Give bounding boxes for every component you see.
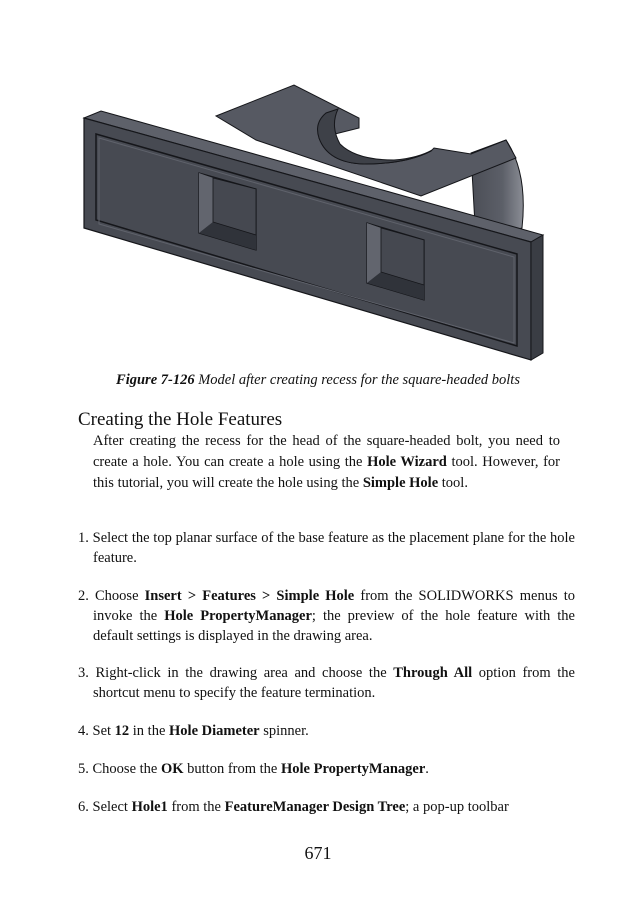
figure-caption-text: Model after creating recess for the square-headed bolts	[194, 372, 520, 388]
step-2: 2. Choose Insert > Features > Simple Hole from the SOLIDWORKS menus to invoke the Hole PropertyManager; the preview of the hole feature with the default settings is displayed in the drawing area.	[78, 588, 575, 644]
intro-paragraph: After creating the recess for the head of the square-headed bolt, you need to create a hole. You can create a hole using the Hole Wizard tool. However, for this tutorial, you will create the hole using the Simple Hole tool.	[93, 433, 561, 491]
figure-caption	[0, 372, 636, 389]
step-3: 3. Right-click in the drawing area and choose the Through All option from the shortcut menu to specify the feature termination.	[78, 665, 575, 701]
step-1: 1. Select the top planar surface of the base feature as the placement plane for the hole feature.	[78, 530, 575, 566]
model-figure	[76, 78, 556, 368]
section-title: Creating the Hole Features	[78, 409, 283, 430]
step-5: 5. Choose the OK button from the Hole PropertyManager.	[78, 761, 429, 777]
step-6: 6. Select Hole1 from the FeatureManager Design Tree; a pop-up toolbar	[78, 799, 509, 815]
step-4: 4. Set 12 in the Hole Diameter spinner.	[78, 723, 309, 739]
semicircle-cutout	[318, 109, 432, 164]
plate-side-face	[531, 235, 543, 360]
figure-number: Figure 7-126	[116, 372, 195, 388]
page-number: 671	[304, 843, 332, 863]
